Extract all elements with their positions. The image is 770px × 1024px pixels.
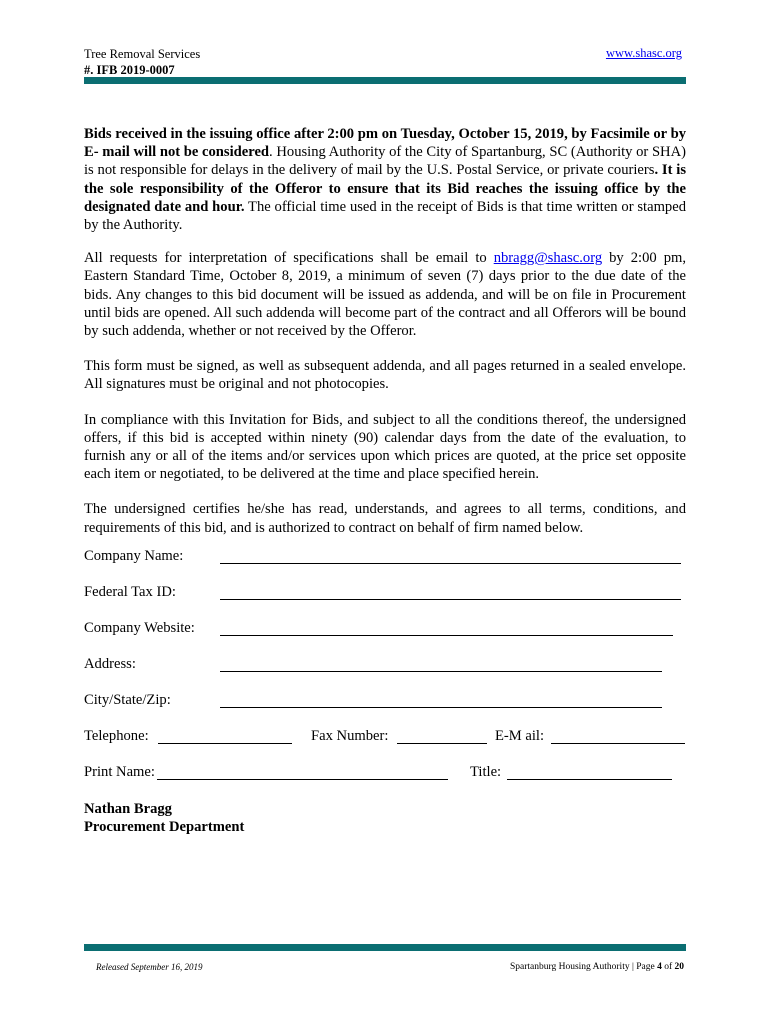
- signatory-name: Nathan Bragg: [84, 801, 172, 817]
- address-label: Address:: [84, 656, 136, 672]
- certification-paragraph: The undersigned certifies he/she has read, understands, and agrees to all terms, conditions, and requirements of this bid, and is authorized to contract on behalf of firm named below.: [84, 501, 686, 536]
- official-time-text: The official time used in the receipt of Bids is that time written or stamped by the Authority.: [84, 198, 686, 234]
- release-date: Released September 16, 2019: [96, 962, 203, 972]
- page-current: 4: [657, 962, 662, 972]
- email-label: E-M ail:: [495, 728, 545, 744]
- deadline-bold-text: Bids received in the issuing office after 2:00 pm on Tuesday, October 15, 2019, by Facsimile or by E- mail will not be considered: [84, 126, 686, 161]
- address-field[interactable]: [220, 671, 662, 672]
- interpretation-paragraph: [84, 249, 686, 340]
- organization-label: Spartanburg Housing Authority | Page: [509, 962, 658, 972]
- compliance-paragraph: In compliance with this Invitation for Bids, and subject to all the conditions thereof, the undersigned offers, if this bid is accepted within ninety (90) calendar days from the date of the evaluation, to furnish any or all of the items and/or services upon which prices are quoted, at the price set opposite each item or negotiated, to be delivered at the time and place specified herein.: [84, 411, 686, 483]
- city-state-zip-row: [84, 692, 686, 728]
- email-link[interactable]: nbragg@shasc.org: [493, 250, 603, 267]
- telephone-field[interactable]: [158, 743, 292, 744]
- title-field[interactable]: [507, 779, 672, 780]
- print-name-label: Print Name:: [84, 764, 155, 780]
- federal-tax-id-row: [84, 584, 686, 620]
- company-name-field[interactable]: [220, 563, 681, 564]
- fax-number-field[interactable]: [397, 743, 487, 744]
- page-total: 20: [674, 962, 684, 972]
- project-title: Tree Removal Services: [84, 47, 201, 61]
- company-website-label: Company Website:: [84, 620, 195, 636]
- document-header: [84, 46, 200, 78]
- telephone-label: Telephone:: [84, 728, 149, 744]
- signature-requirement-paragraph: This form must be signed, as well as subsequent addenda, and all pages returned in a sealed envelope. All signatures must be original and not photocopies.: [84, 358, 686, 393]
- header-rule: [84, 77, 686, 84]
- city-state-zip-field[interactable]: [220, 707, 662, 708]
- address-row: [84, 656, 686, 692]
- signatory-block: [84, 800, 244, 836]
- title-label: Title:: [470, 764, 502, 780]
- email-field[interactable]: [551, 743, 685, 744]
- interpretation-text-b: by 2:00 pm, Eastern Standard Time, October 8, 2019, a minimum of seven (7) days prior to the due date of the bids. Any changes to this bid document will be issued as addenda, and will be on file in Procurement until bids are opened. All such addenda will become part of the contract and all Offerors will be bound by such addenda, whether or not received by the Offeror.: [84, 250, 686, 340]
- signatory-department: Procurement Department: [84, 819, 245, 835]
- print-name-row: [84, 764, 686, 800]
- company-name-label: Company Name:: [84, 548, 184, 564]
- website-link[interactable]: www.shasc.org: [605, 46, 682, 60]
- document-body: [84, 125, 686, 554]
- fax-number-label: Fax Number:: [311, 728, 389, 744]
- contact-row: [84, 728, 686, 764]
- deadline-text: . Housing Authority of the City of Spartanburg, SC (Authority or SHA) is not responsible for delays in the delivery of mail by the U.S. Postal Service, or private couriers: [84, 144, 686, 179]
- print-name-field[interactable]: [157, 779, 448, 780]
- page-footer: [510, 962, 684, 972]
- page-of: of: [661, 962, 675, 972]
- federal-tax-id-field[interactable]: [220, 599, 681, 600]
- interpretation-text-a: All requests for interpretation of specifications shall be email to: [84, 250, 494, 267]
- company-name-row: [84, 548, 686, 584]
- city-state-zip-label: City/State/Zip:: [84, 692, 171, 708]
- bid-number: #. IFB 2019-0007: [84, 63, 175, 77]
- footer-rule: [84, 944, 686, 951]
- federal-tax-id-label: Federal Tax ID:: [84, 584, 176, 600]
- company-website-field[interactable]: [220, 635, 673, 636]
- submission-deadline-paragraph: [84, 125, 686, 234]
- company-website-row: [84, 620, 686, 656]
- responsibility-bold-text: . It is the sole responsibility of the Offeror to ensure that its Bid reaches the issuing office by the designated date and hour.: [84, 162, 687, 215]
- bidder-info-form: [84, 548, 686, 800]
